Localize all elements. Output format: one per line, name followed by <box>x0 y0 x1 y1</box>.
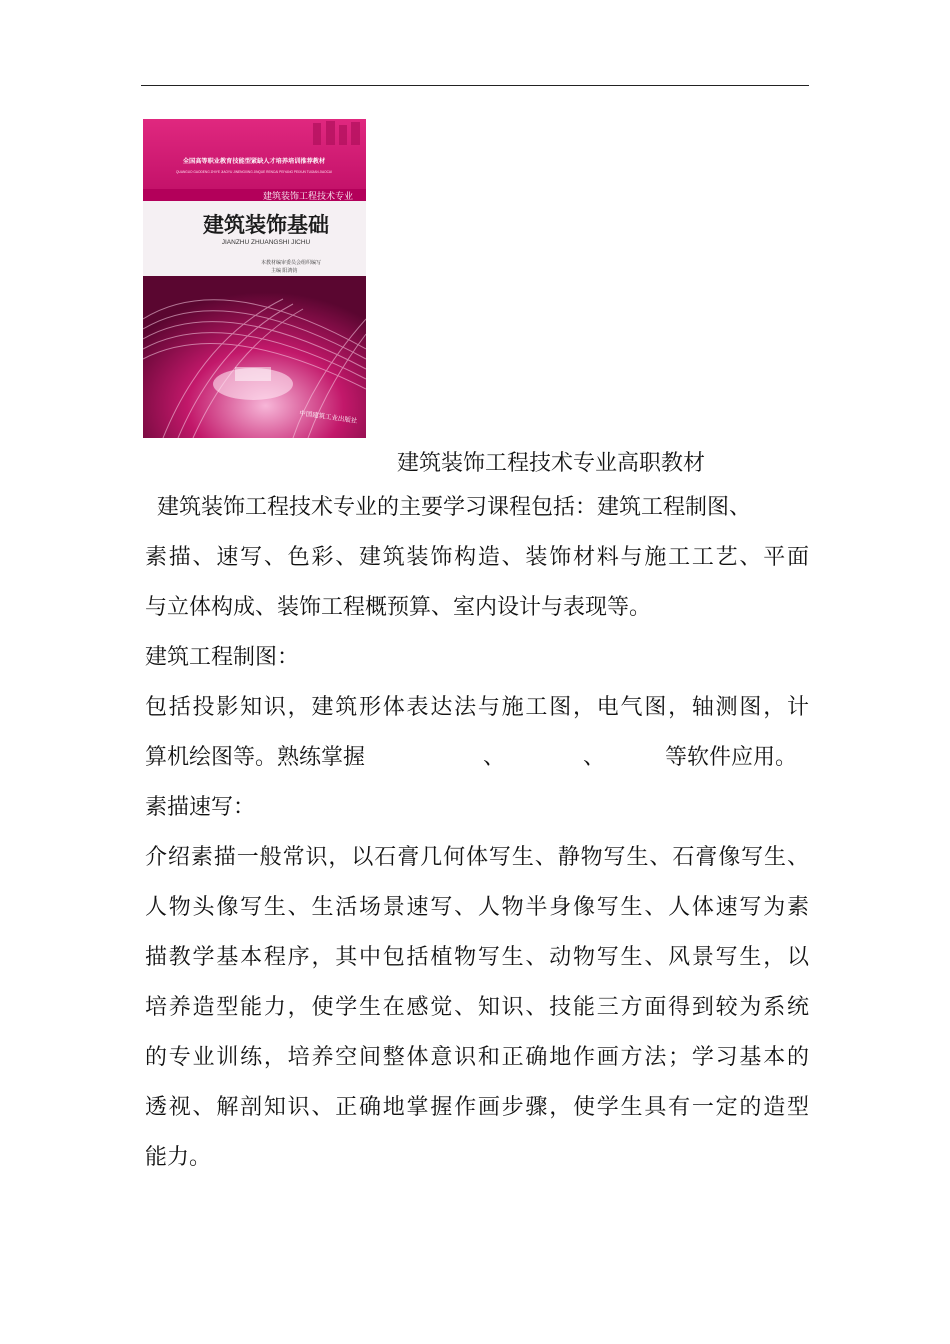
software-sep-2: 、 <box>583 745 606 770</box>
software-text-a: 算机绘图等。熟练掌握 <box>145 745 366 770</box>
paragraph-line: 的专业训练，培养空间整体意识和正确地作画方法；学习基本的 <box>145 1045 809 1070</box>
paragraph-line: 描教学基本程序，其中包括植物写生、动物写生、风景写生，以 <box>145 945 809 970</box>
cover-title-pinyin: JIANZHU ZHUANGSHI JICHU <box>221 239 311 246</box>
section-heading: 建筑工程制图： <box>145 645 300 670</box>
paragraph-line: 培养造型能力，使学生在感觉、知识、技能三方面得到较为系统 <box>145 995 809 1020</box>
body-text <box>145 490 809 1190</box>
cover-major: 建筑装饰工程技术专业 <box>262 191 354 201</box>
software-text-d: 等软件应用。 <box>665 745 798 770</box>
cover-editors-1: 本教材编审委员会组织编写 <box>261 260 322 266</box>
software-sep-1: 、 <box>483 745 506 770</box>
figure-caption: 建筑装饰工程技术专业高职教材 <box>397 451 706 476</box>
cover-series: 全国高等职业教育技能型紧缺人才培养培训推荐教材 <box>182 158 326 165</box>
paragraph-line: 与立体构成、装饰工程概预算、室内设计与表现等。 <box>145 595 652 620</box>
section-heading: 素描速写： <box>145 795 256 820</box>
paragraph-line-software <box>145 740 809 790</box>
paragraph-line: 素描、速写、色彩、建筑装饰构造、装饰材料与施工工艺、平面 <box>145 545 809 570</box>
header-rule <box>141 85 809 86</box>
cover-title: 建筑装饰基础 <box>203 214 329 237</box>
paragraph-line: 包括投影知识，建筑形体表达法与施工图，电气图，轴测图，计 <box>145 695 809 720</box>
paragraph-line: 人物头像写生、生活场景速写、人物半身像写生、人体速写为素 <box>145 895 809 920</box>
cover-publisher: 中国建筑工业出版社 <box>298 409 358 426</box>
cover-editors-2: 主编 阳鸿钧 <box>271 268 298 274</box>
paragraph-line: 能力。 <box>145 1145 212 1170</box>
paragraph-line: 透视、解剖知识、正确地掌握作画步骤，使学生具有一定的造型 <box>145 1095 809 1120</box>
paragraph-line: 建筑装饰工程技术专业的主要学习课程包括：建筑工程制图、 <box>157 495 752 520</box>
book-cover-art <box>143 119 366 438</box>
book-cover-image <box>143 119 366 438</box>
paragraph-line: 介绍素描一般常识，以石膏几何体写生、静物写生、石膏像写生、 <box>145 845 809 870</box>
cover-series-pinyin: QUANGUO GAODENG ZHIYE JIAOYU JINENGXING JINQUE RENCAI PEIYANG PEIXUN TUIJIAN JIAOCAI <box>176 170 332 174</box>
